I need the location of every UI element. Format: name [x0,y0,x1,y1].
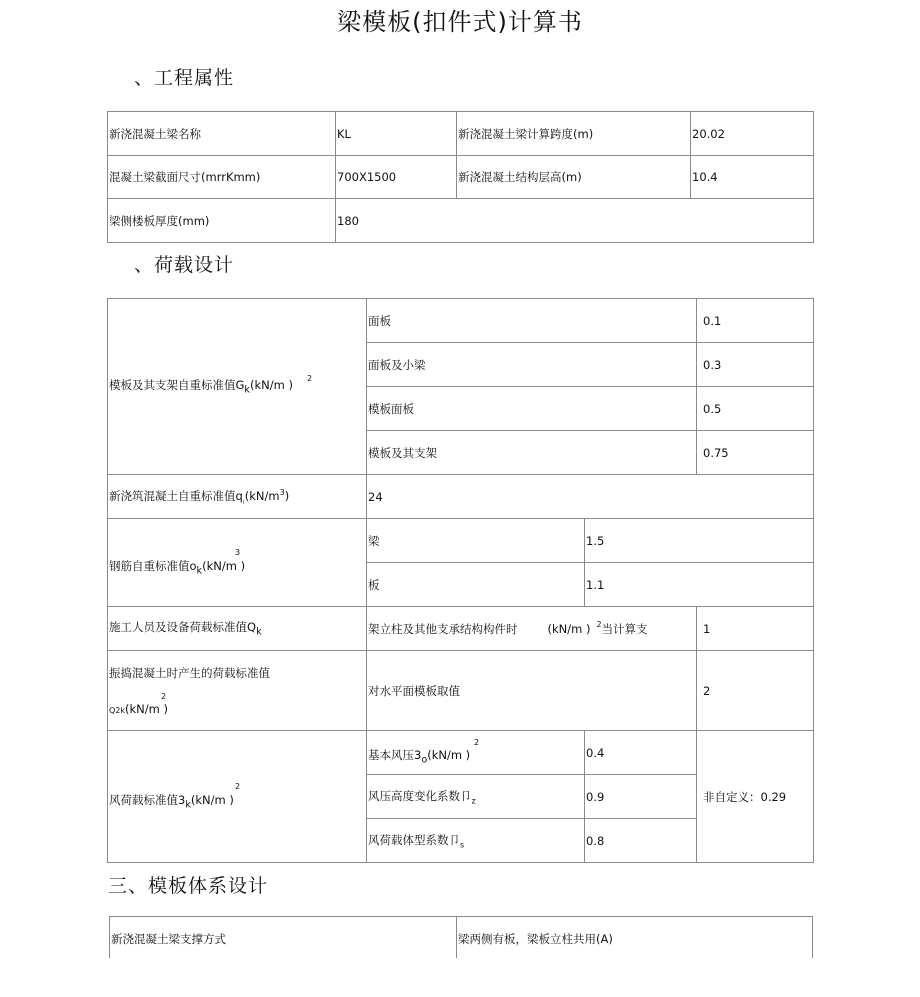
cell-label: 新浇混凝土梁计算跨度(m) [457,112,691,156]
load-design-table [107,298,814,863]
cell-label: 新浇混凝土梁名称 [108,112,336,156]
load-item-condition: 对水平面模板取值 [367,651,697,731]
load-item-value: 0.75 [697,431,814,475]
cell-value: 180 [336,199,814,243]
cell-value: 梁两侧有板，梁板立柱共用(A) [457,917,813,961]
load-label-rebar-self-weight: 3 钢筋自重标准值$o_k(kN/m$ ) [108,519,367,607]
load-item-name: 2 基本风压$3_o(kN/m$ ) [367,731,585,775]
load-item-condition: 架立柱及其他支承结构构件时 (kN/m ) $^2$当计算支 [367,607,697,651]
load-label-formwork-self-weight: 模板及其支架自重标准值$G_k(kN/m$ ) $^2$ [108,299,367,475]
load-item-value: 0.3 [697,343,814,387]
page-cutoff-mask [0,958,920,997]
load-item-name: 面板及小梁 [367,343,697,387]
cell-value: 700X1500 [336,156,457,199]
load-item-name: 模板及其支架 [367,431,697,475]
load-label-wind-load: 2 风荷载标准值$3_k(kN/m$ ) [108,731,367,863]
cell-label: 梁侧楼板厚度(mm) [108,199,336,243]
load-item-value: 0.4 [585,731,697,775]
project-properties-table [107,111,814,243]
load-item-name: 梁 [367,519,585,563]
load-item-value: 0.9 [585,775,697,819]
cell-value: 20.02 [691,112,814,156]
load-item-name: 模板面板 [367,387,697,431]
load-item-value: 2 [697,651,814,731]
load-item-value: 0.1 [697,299,814,343]
cell-label: 混凝土梁截面尺寸(mrrKmm) [108,156,336,199]
cell-value: KL [336,112,457,156]
load-item-name: 面板 [367,299,697,343]
load-item-value: 24 [367,475,814,519]
load-item-value: 1.1 [585,563,814,607]
load-label-concrete-self-weight: 新浇筑混凝土自重标准值$q_{_(}(kN/m^3)$ [108,475,367,519]
load-item-value: 0.5 [697,387,814,431]
load-item-name: 板 [367,563,585,607]
section-heading-load-design: 、荷载设计 [134,254,235,276]
load-item-custom-value: 非自定义：0.29 [697,731,814,863]
load-item-value: 1 [697,607,814,651]
cell-value: 10.4 [691,156,814,199]
load-item-value: 0.8 [585,819,697,863]
cell-label: 新浇混凝土梁支撑方式 [110,917,457,961]
load-item-value: 1.5 [585,519,814,563]
section-heading-formwork-system: 三、模板体系设计 [108,875,269,897]
cell-label: 新浇混凝土结构层高(m) [457,156,691,199]
document-title: 梁模板(扣件式)计算书 [337,8,583,36]
load-item-name: 风压高度变化系数卩$_z$ [367,775,585,819]
load-label-construction-load: 施工人员及设备荷载标准值$Q_k$ [108,607,367,651]
load-item-name: 风荷载体型系数卩$_s$ [367,819,585,863]
section-heading-project-properties: 、工程属性 [134,67,235,89]
formwork-system-table [109,916,813,961]
load-label-vibration-load: 振捣混凝土时产生的荷载标准值 2 Q2k(kN/m ) [108,651,367,731]
